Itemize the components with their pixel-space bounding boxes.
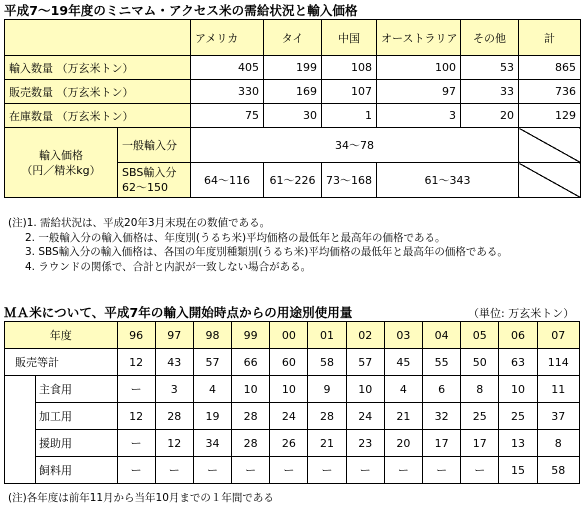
row-import-volume	[5, 56, 581, 80]
cell: 50	[461, 349, 499, 376]
cell: ー	[270, 457, 308, 484]
cell: 75	[191, 104, 264, 128]
row-label: 飼料用	[35, 457, 117, 484]
cell: 66	[232, 349, 270, 376]
indent-spacer	[5, 376, 36, 484]
row-aid	[5, 430, 580, 457]
note-4: 4. ラウンドの関係で、合計と内訳が一致しない場合がある。	[25, 260, 312, 273]
cell: 9	[308, 376, 346, 403]
row-label: 販売数量 （万玄米トン）	[5, 80, 191, 104]
cell: 10	[270, 376, 308, 403]
price-label-line1: 輸入価格	[39, 148, 83, 162]
cell: 73〜168	[322, 163, 377, 198]
cell: 28	[232, 403, 270, 430]
cell: 20	[461, 104, 519, 128]
cell: ー	[232, 457, 270, 484]
cell: 17	[423, 430, 461, 457]
cell: 108	[322, 56, 377, 80]
row-stock-volume	[5, 104, 581, 128]
year-cell: 00	[270, 322, 308, 349]
cell: ー	[384, 457, 422, 484]
header-total: 計	[519, 20, 581, 56]
row-feed	[5, 457, 580, 484]
year-cell: 05	[461, 322, 499, 349]
year-cell: 07	[537, 322, 579, 349]
cell: 10	[232, 376, 270, 403]
cell: 60	[270, 349, 308, 376]
cell: 28	[308, 403, 346, 430]
cell: 21	[308, 430, 346, 457]
cell: 19	[193, 403, 231, 430]
year-cell: 99	[232, 322, 270, 349]
header-usa: アメリカ	[191, 20, 264, 56]
cell: ー	[423, 457, 461, 484]
cell: 58	[308, 349, 346, 376]
row-staple	[5, 376, 580, 403]
header-thailand: タイ	[264, 20, 322, 56]
cell: 21	[384, 403, 422, 430]
row-price-general	[5, 128, 581, 163]
cell: 61〜343	[377, 163, 519, 198]
cell: 23	[346, 430, 384, 457]
cell: ー	[155, 457, 193, 484]
note-3: 3. SBS輸入分の輸入価格は、各国の年度別種類別(うるち米)平均価格の最低年と最高年の価格である。	[25, 246, 508, 258]
unit-label: （単位: 万玄米トン）	[468, 307, 575, 320]
supply-price-table	[4, 19, 581, 198]
cell: ー	[346, 457, 384, 484]
sbs-import-label	[118, 163, 191, 198]
year-cell: 98	[193, 322, 231, 349]
year-cell: 02	[346, 322, 384, 349]
cell: 30	[264, 104, 322, 128]
cell: 129	[519, 104, 581, 128]
cell: 57	[193, 349, 231, 376]
cell: 34	[193, 430, 231, 457]
cell: ー	[117, 376, 155, 403]
cell: 12	[117, 349, 155, 376]
section2-title: ＭＡ米について、平成7年の輸入開始時点からの用途別使用量	[4, 305, 353, 320]
cell: 61〜226	[264, 163, 322, 198]
sbs-label-line1: SBS輸入分	[122, 166, 177, 179]
cell: 114	[537, 349, 579, 376]
diagonal-cell	[519, 163, 581, 198]
cell: 169	[264, 80, 322, 104]
cell: 15	[499, 457, 537, 484]
year-cell: 01	[308, 322, 346, 349]
cell: 45	[384, 349, 422, 376]
cell: 6	[423, 376, 461, 403]
cell: 13	[499, 430, 537, 457]
footnote: (注)各年度は前年11月から当年10月までの１年間である	[8, 492, 274, 504]
cell: 199	[264, 56, 322, 80]
header-china: 中国	[322, 20, 377, 56]
cell: 107	[322, 80, 377, 104]
cell: 1	[322, 104, 377, 128]
note-2: 2. 一般輸入分の輸入価格は、年度別(うるち米)平均価格の最低年と最高年の価格である。	[25, 231, 446, 244]
cell: 26	[270, 430, 308, 457]
cell: 43	[155, 349, 193, 376]
cell: 24	[346, 403, 384, 430]
cell: 20	[384, 430, 422, 457]
header-australia: オーストラリア	[377, 20, 461, 56]
section1-title: 平成7〜19年度のミニマム・アクセス米の需給状況と輸入価格	[4, 3, 358, 18]
note-1: (注)1. 需給状況は、平成20年3月末現在の数値である。	[8, 217, 271, 229]
cell: 25	[499, 403, 537, 430]
cell: 58	[537, 457, 579, 484]
general-import-value: 34〜78	[191, 128, 519, 163]
cell: 37	[537, 403, 579, 430]
cell: 53	[461, 56, 519, 80]
cell: 32	[423, 403, 461, 430]
cell: 405	[191, 56, 264, 80]
cell: 8	[461, 376, 499, 403]
cell: 3	[155, 376, 193, 403]
price-label-line2: （円／精米kg）	[21, 163, 101, 177]
cell: 8	[537, 430, 579, 457]
cell: 100	[377, 56, 461, 80]
cell: ー	[308, 457, 346, 484]
row-label: 主食用	[35, 376, 117, 403]
year-cell: 96	[117, 322, 155, 349]
cell: 4	[384, 376, 422, 403]
cell: 12	[117, 403, 155, 430]
cell: 33	[461, 80, 519, 104]
year-header-row	[5, 322, 580, 349]
row-processing	[5, 403, 580, 430]
cell: 736	[519, 80, 581, 104]
cell: 28	[232, 430, 270, 457]
row-sales-total	[5, 349, 580, 376]
cell: 330	[191, 80, 264, 104]
cell: ー	[117, 430, 155, 457]
cell: 97	[377, 80, 461, 104]
cell: 10	[346, 376, 384, 403]
year-cell: 04	[423, 322, 461, 349]
cell: 4	[193, 376, 231, 403]
row-sales-volume	[5, 80, 581, 104]
cell: 55	[423, 349, 461, 376]
row-label: 在庫数量 （万玄米トン）	[5, 104, 191, 128]
price-label	[5, 128, 118, 198]
row-label: 輸入数量 （万玄米トン）	[5, 56, 191, 80]
cell: 17	[461, 430, 499, 457]
notes	[8, 216, 508, 274]
year-cell: 97	[155, 322, 193, 349]
header-other: その他	[461, 20, 519, 56]
cell: 64〜116	[191, 163, 264, 198]
cell: 28	[155, 403, 193, 430]
cell: 25	[461, 403, 499, 430]
header-corner	[5, 20, 191, 56]
sbs-label-line2: 62〜150	[122, 181, 168, 194]
cell: 12	[155, 430, 193, 457]
year-label: 年度	[5, 322, 118, 349]
cell: 865	[519, 56, 581, 80]
cell: ー	[193, 457, 231, 484]
year-cell: 06	[499, 322, 537, 349]
cell: 11	[537, 376, 579, 403]
cell: 10	[499, 376, 537, 403]
diagonal-cell	[519, 128, 581, 163]
general-import-label: 一般輸入分	[118, 128, 191, 163]
row-label: 販売等計	[5, 349, 118, 376]
usage-table	[4, 321, 580, 484]
cell: ー	[461, 457, 499, 484]
cell: 24	[270, 403, 308, 430]
cell: ー	[117, 457, 155, 484]
cell: 3	[377, 104, 461, 128]
year-cell: 03	[384, 322, 422, 349]
row-label: 加工用	[35, 403, 117, 430]
cell: 63	[499, 349, 537, 376]
cell: 57	[346, 349, 384, 376]
row-label: 援助用	[35, 430, 117, 457]
